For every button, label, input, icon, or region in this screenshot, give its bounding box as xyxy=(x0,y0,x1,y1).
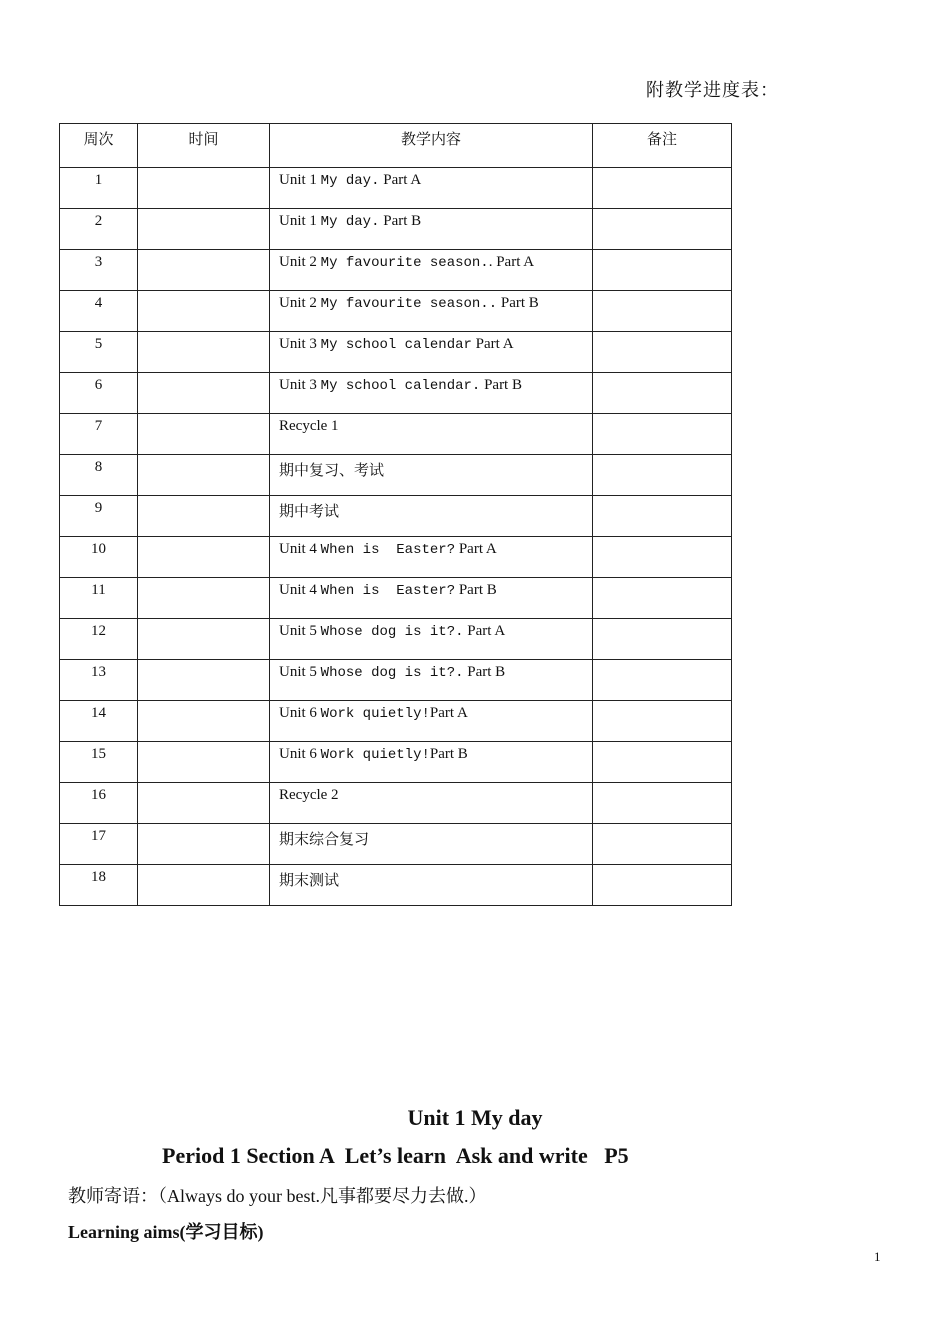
cell-time xyxy=(138,373,270,414)
content-segment: Part A xyxy=(455,541,497,557)
table-row xyxy=(60,291,732,332)
content-segment: Part A xyxy=(463,623,506,639)
content-segment: Recycle 2 xyxy=(279,787,339,803)
content-segment: Unit 4 xyxy=(279,582,321,598)
content-segment: Whose dog is it?. xyxy=(320,665,464,681)
cell-week: 17 xyxy=(60,824,138,865)
content-segment: My school calendar. xyxy=(320,378,481,394)
cell-time xyxy=(138,824,270,865)
cell-time xyxy=(138,660,270,701)
cell-content xyxy=(270,250,593,291)
content-segment: Part B xyxy=(455,582,497,598)
cell-note xyxy=(593,824,732,865)
cell-note xyxy=(593,537,732,578)
content-segment: Part B xyxy=(379,213,422,229)
cell-week: 2 xyxy=(60,209,138,250)
cell-content xyxy=(270,291,593,332)
cell-content xyxy=(270,496,593,537)
table-body xyxy=(60,168,732,906)
cell-time xyxy=(138,168,270,209)
cell-week: 1 xyxy=(60,168,138,209)
content-segment: Unit 2 xyxy=(279,295,321,311)
cell-week: 12 xyxy=(60,619,138,660)
content-segment: When is Easter? xyxy=(320,542,456,558)
cell-note xyxy=(593,209,732,250)
table-row xyxy=(60,701,732,742)
table-header-row xyxy=(60,124,732,168)
header-time: 时间 xyxy=(138,124,270,168)
unit-title: Unit 1 My day xyxy=(407,1105,543,1130)
cell-week: 7 xyxy=(60,414,138,455)
cell-week: 8 xyxy=(60,455,138,496)
cell-week: 3 xyxy=(60,250,138,291)
cell-note xyxy=(593,660,732,701)
teaching-schedule-table xyxy=(59,123,732,906)
cell-note xyxy=(593,168,732,209)
cell-time xyxy=(138,455,270,496)
content-segment: Part B xyxy=(429,746,468,762)
content-segment: . Part A xyxy=(488,254,535,270)
cell-note xyxy=(593,414,732,455)
cell-content xyxy=(270,824,593,865)
cell-time xyxy=(138,414,270,455)
content-segment: Unit 2 xyxy=(279,254,321,270)
table-row xyxy=(60,619,732,660)
content-segment: Part A xyxy=(429,705,468,721)
content-segment: When is Easter? xyxy=(320,583,456,599)
cell-week: 4 xyxy=(60,291,138,332)
cell-content xyxy=(270,619,593,660)
content-segment: My school calendar xyxy=(320,337,472,353)
cell-content xyxy=(270,414,593,455)
cell-time xyxy=(138,783,270,824)
cell-week: 13 xyxy=(60,660,138,701)
content-segment: Part A xyxy=(379,172,422,188)
cell-content xyxy=(270,373,593,414)
cell-week: 11 xyxy=(60,578,138,619)
table-row xyxy=(60,783,732,824)
teacher-message: 教师寄语：（Always do your best.凡事都要尽力去做.） xyxy=(68,1186,487,1206)
cell-week: 16 xyxy=(60,783,138,824)
content-segment: Part A xyxy=(471,336,514,352)
content-segment: 期末测试 xyxy=(279,873,340,889)
cell-week: 18 xyxy=(60,865,138,906)
cell-time xyxy=(138,578,270,619)
content-segment: Unit 4 xyxy=(279,541,321,557)
cell-content xyxy=(270,455,593,496)
content-segment: Unit 6 xyxy=(279,746,321,762)
content-segment: Unit 6 xyxy=(279,705,321,721)
cell-note xyxy=(593,742,732,783)
content-segment: Unit 5 xyxy=(279,664,321,680)
cell-week: 10 xyxy=(60,537,138,578)
content-segment: 期末综合复习 xyxy=(279,832,370,848)
cell-content xyxy=(270,209,593,250)
cell-note xyxy=(593,332,732,373)
cell-week: 5 xyxy=(60,332,138,373)
table-row xyxy=(60,332,732,373)
period-title: Period 1 Section A Let’s learn Ask and write P5 xyxy=(162,1143,629,1168)
cell-note xyxy=(593,701,732,742)
content-segment: Unit 1 xyxy=(279,213,321,229)
cell-note xyxy=(593,865,732,906)
cell-week: 9 xyxy=(60,496,138,537)
content-segment: My favourite season.. xyxy=(320,296,498,312)
content-segment: Work quietly! xyxy=(320,706,430,722)
content-segment: Whose dog is it?. xyxy=(320,624,464,640)
table-row xyxy=(60,578,732,619)
content-segment: Part B xyxy=(497,295,539,311)
table-row xyxy=(60,742,732,783)
content-segment: Unit 5 xyxy=(279,623,321,639)
cell-time xyxy=(138,701,270,742)
cell-week: 6 xyxy=(60,373,138,414)
content-segment: My day. xyxy=(320,214,380,230)
cell-content xyxy=(270,578,593,619)
cell-time xyxy=(138,209,270,250)
content-segment: Work quietly! xyxy=(320,747,430,763)
cell-content xyxy=(270,332,593,373)
content-segment: Part B xyxy=(463,664,506,680)
cell-note xyxy=(593,455,732,496)
cell-time xyxy=(138,537,270,578)
content-segment: Part B xyxy=(480,377,522,393)
cell-content xyxy=(270,865,593,906)
cell-content xyxy=(270,783,593,824)
cell-week: 14 xyxy=(60,701,138,742)
content-segment: 期中复习、考试 xyxy=(279,463,385,479)
table-row xyxy=(60,496,732,537)
table-row xyxy=(60,373,732,414)
cell-note xyxy=(593,496,732,537)
cell-time xyxy=(138,496,270,537)
table-row xyxy=(60,250,732,291)
header-week: 周次 xyxy=(60,124,138,168)
header-note: 备注 xyxy=(593,124,732,168)
content-segment: Unit 3 xyxy=(279,377,321,393)
page-number: 1 xyxy=(874,1249,881,1264)
table-row xyxy=(60,455,732,496)
cell-time xyxy=(138,250,270,291)
table-row xyxy=(60,824,732,865)
cell-time xyxy=(138,332,270,373)
cell-time xyxy=(138,619,270,660)
learning-aims-heading: Learning aims(学习目标) xyxy=(68,1222,264,1242)
table-row xyxy=(60,168,732,209)
cell-note xyxy=(593,578,732,619)
cell-content xyxy=(270,660,593,701)
content-segment: Unit 3 xyxy=(279,336,321,352)
content-segment: My favourite season. xyxy=(320,255,489,271)
header-content: 教学内容 xyxy=(270,124,593,168)
cell-content xyxy=(270,701,593,742)
cell-time xyxy=(138,865,270,906)
table-row xyxy=(60,865,732,906)
cell-content xyxy=(270,742,593,783)
content-segment: Recycle 1 xyxy=(279,418,339,434)
schedule-caption: 附教学进度表： xyxy=(646,80,779,100)
table-row xyxy=(60,209,732,250)
content-segment: My day. xyxy=(320,173,380,189)
cell-note xyxy=(593,291,732,332)
cell-content xyxy=(270,537,593,578)
cell-note xyxy=(593,250,732,291)
cell-content xyxy=(270,168,593,209)
cell-week: 15 xyxy=(60,742,138,783)
cell-note xyxy=(593,373,732,414)
cell-time xyxy=(138,742,270,783)
table-row xyxy=(60,537,732,578)
cell-time xyxy=(138,291,270,332)
content-segment: 期中考试 xyxy=(279,504,340,520)
cell-note xyxy=(593,619,732,660)
cell-note xyxy=(593,783,732,824)
table-row xyxy=(60,660,732,701)
table-row xyxy=(60,414,732,455)
content-segment: Unit 1 xyxy=(279,172,321,188)
